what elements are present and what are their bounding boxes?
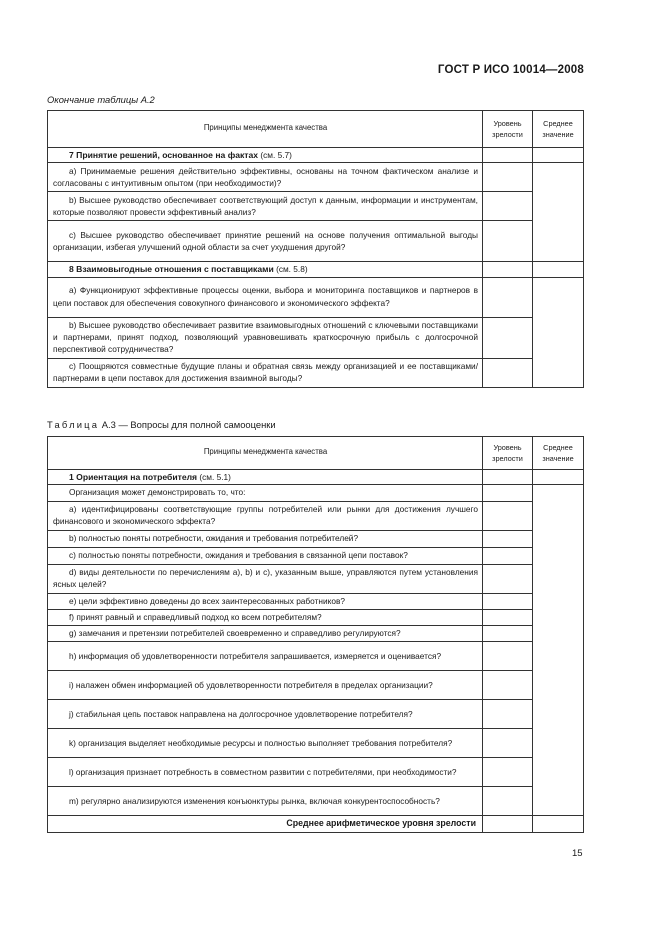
col-level-header: Уровень зрелости [483, 437, 533, 470]
level-cell[interactable] [483, 530, 533, 547]
table-a3 [47, 436, 584, 833]
avg-cell[interactable] [533, 163, 584, 262]
table-row: g) замечания и претензии потребителей своевременно и справедливо регулируются? [48, 626, 483, 642]
table-row: d) виды деятельности по перечислениям а), b) и с), указанным выше, управляются путем установления ясных целей? [48, 564, 483, 593]
level-cell[interactable] [483, 485, 533, 501]
level-cell[interactable] [483, 816, 533, 832]
level-cell[interactable] [483, 221, 533, 262]
table-row: а) Принимаемые решения действительно эффективны, основаны на точном фактическом анализе и согласованы с интуитивным опытом (при необходимости)? [48, 163, 483, 192]
section-1-title: 1 Ориентация на потребителя (см. 5.1) [48, 470, 483, 485]
section-7-title: 7 Принятие решений, основанное на фактах (см. 5.7) [48, 148, 483, 163]
avg-cell[interactable] [533, 277, 584, 387]
table-row: с) Поощряются совместные будущие планы и обратная связь между организацией и ее поставщиками/партнерами в цепи поставок для достижения взаимной выгоды? [48, 358, 483, 387]
avg-cell[interactable] [533, 470, 584, 485]
level-cell[interactable] [483, 609, 533, 625]
level-cell[interactable] [483, 148, 533, 163]
level-cell[interactable] [483, 547, 533, 564]
level-cell[interactable] [483, 163, 533, 192]
table-a2-caption: Окончание таблицы А.2 [47, 94, 155, 105]
level-cell[interactable] [483, 700, 533, 729]
col-principles-header: Принципы менеджмента качества [48, 111, 483, 148]
level-cell[interactable] [483, 671, 533, 700]
avg-cell[interactable] [533, 148, 584, 163]
level-cell[interactable] [483, 470, 533, 485]
table-row: f) принят равный и справедливый подход ко всем потребителям? [48, 609, 483, 625]
table-a2 [47, 110, 584, 388]
table-row: b) Высшее руководство обеспечивает соответствующий доступ к данным, информации и инструментам, которые позволяют провести эффективный анализ? [48, 192, 483, 221]
level-cell[interactable] [483, 758, 533, 787]
level-cell[interactable] [483, 787, 533, 816]
table-row: h) информация об удовлетворенности потребителя запрашивается, измеряется и оценивается? [48, 642, 483, 671]
level-cell[interactable] [483, 626, 533, 642]
table-row: с) Высшее руководство обеспечивает принятие решений на основе получения оптимальной выгоды организации, избегая улучшений одной области за счет ухудшения другой? [48, 221, 483, 262]
document-header: ГОСТ Р ИСО 10014—2008 [437, 64, 584, 76]
level-cell[interactable] [483, 192, 533, 221]
avg-cell[interactable] [533, 262, 584, 277]
level-cell[interactable] [483, 358, 533, 387]
avg-cell[interactable] [533, 485, 584, 816]
table-a3-caption: Таблица А.3 — Вопросы для полной самооценки [47, 419, 276, 430]
col-avg-header: Среднее значение [533, 437, 584, 470]
level-cell[interactable] [483, 277, 533, 317]
col-avg-header: Среднее значение [533, 111, 584, 148]
intro-row: Организация может демонстрировать то, что: [48, 485, 483, 501]
table-row: l) организация признает потребность в совместном развитии с потребителями, при необходимости? [48, 758, 483, 787]
table-row: b) полностью поняты потребности, ожидания и требования потребителей? [48, 530, 483, 547]
avg-cell[interactable] [533, 816, 584, 832]
table-row: b) Высшее руководство обеспечивает развитие взаимовыгодных отношений с ключевыми поставщиками и партнерами, принят подход, позволяющий уравновешивать краткосрочную прибыль с долгосрочной перспективой сотрудничества? [48, 317, 483, 358]
level-cell[interactable] [483, 501, 533, 530]
table-row: m) регулярно анализируются изменения конъюнктуры рынка, включая конкурентоспособность? [48, 787, 483, 816]
col-level-header: Уровень зрелости [483, 111, 533, 148]
col-principles-header: Принципы менеджмента качества [48, 437, 483, 470]
table-row: а) идентифицированы соответствующие группы потребителей или рынки для достижения лучшего финансового и экономического эффекта? [48, 501, 483, 530]
table-row: а) Функционируют эффективные процессы оценки, выбора и мониторинга поставщиков и партнеров в цепи поставок для обеспечения совокупного финансового и экономического эффекта? [48, 277, 483, 317]
table-row: е) цели эффективно доведены до всех заинтересованных работников? [48, 593, 483, 609]
level-cell[interactable] [483, 317, 533, 358]
page-number: 15 [572, 848, 583, 859]
average-label: Среднее арифметическое уровня зрелости [48, 816, 483, 832]
level-cell[interactable] [483, 642, 533, 671]
level-cell[interactable] [483, 729, 533, 758]
section-8-title: 8 Взаимовыгодные отношения с поставщиками (см. 5.8) [48, 262, 483, 277]
level-cell[interactable] [483, 593, 533, 609]
level-cell[interactable] [483, 564, 533, 593]
level-cell[interactable] [483, 262, 533, 277]
table-row: с) полностью поняты потребности, ожидания и требования в связанной цепи поставок? [48, 547, 483, 564]
table-row: k) организация выделяет необходимые ресурсы и полностью выполняет требования потребителя? [48, 729, 483, 758]
table-row: i) налажен обмен информацией об удовлетворенности потребителя в пределах организации? [48, 671, 483, 700]
table-row: j) стабильная цепь поставок направлена на долгосрочное удовлетворение потребителя? [48, 700, 483, 729]
